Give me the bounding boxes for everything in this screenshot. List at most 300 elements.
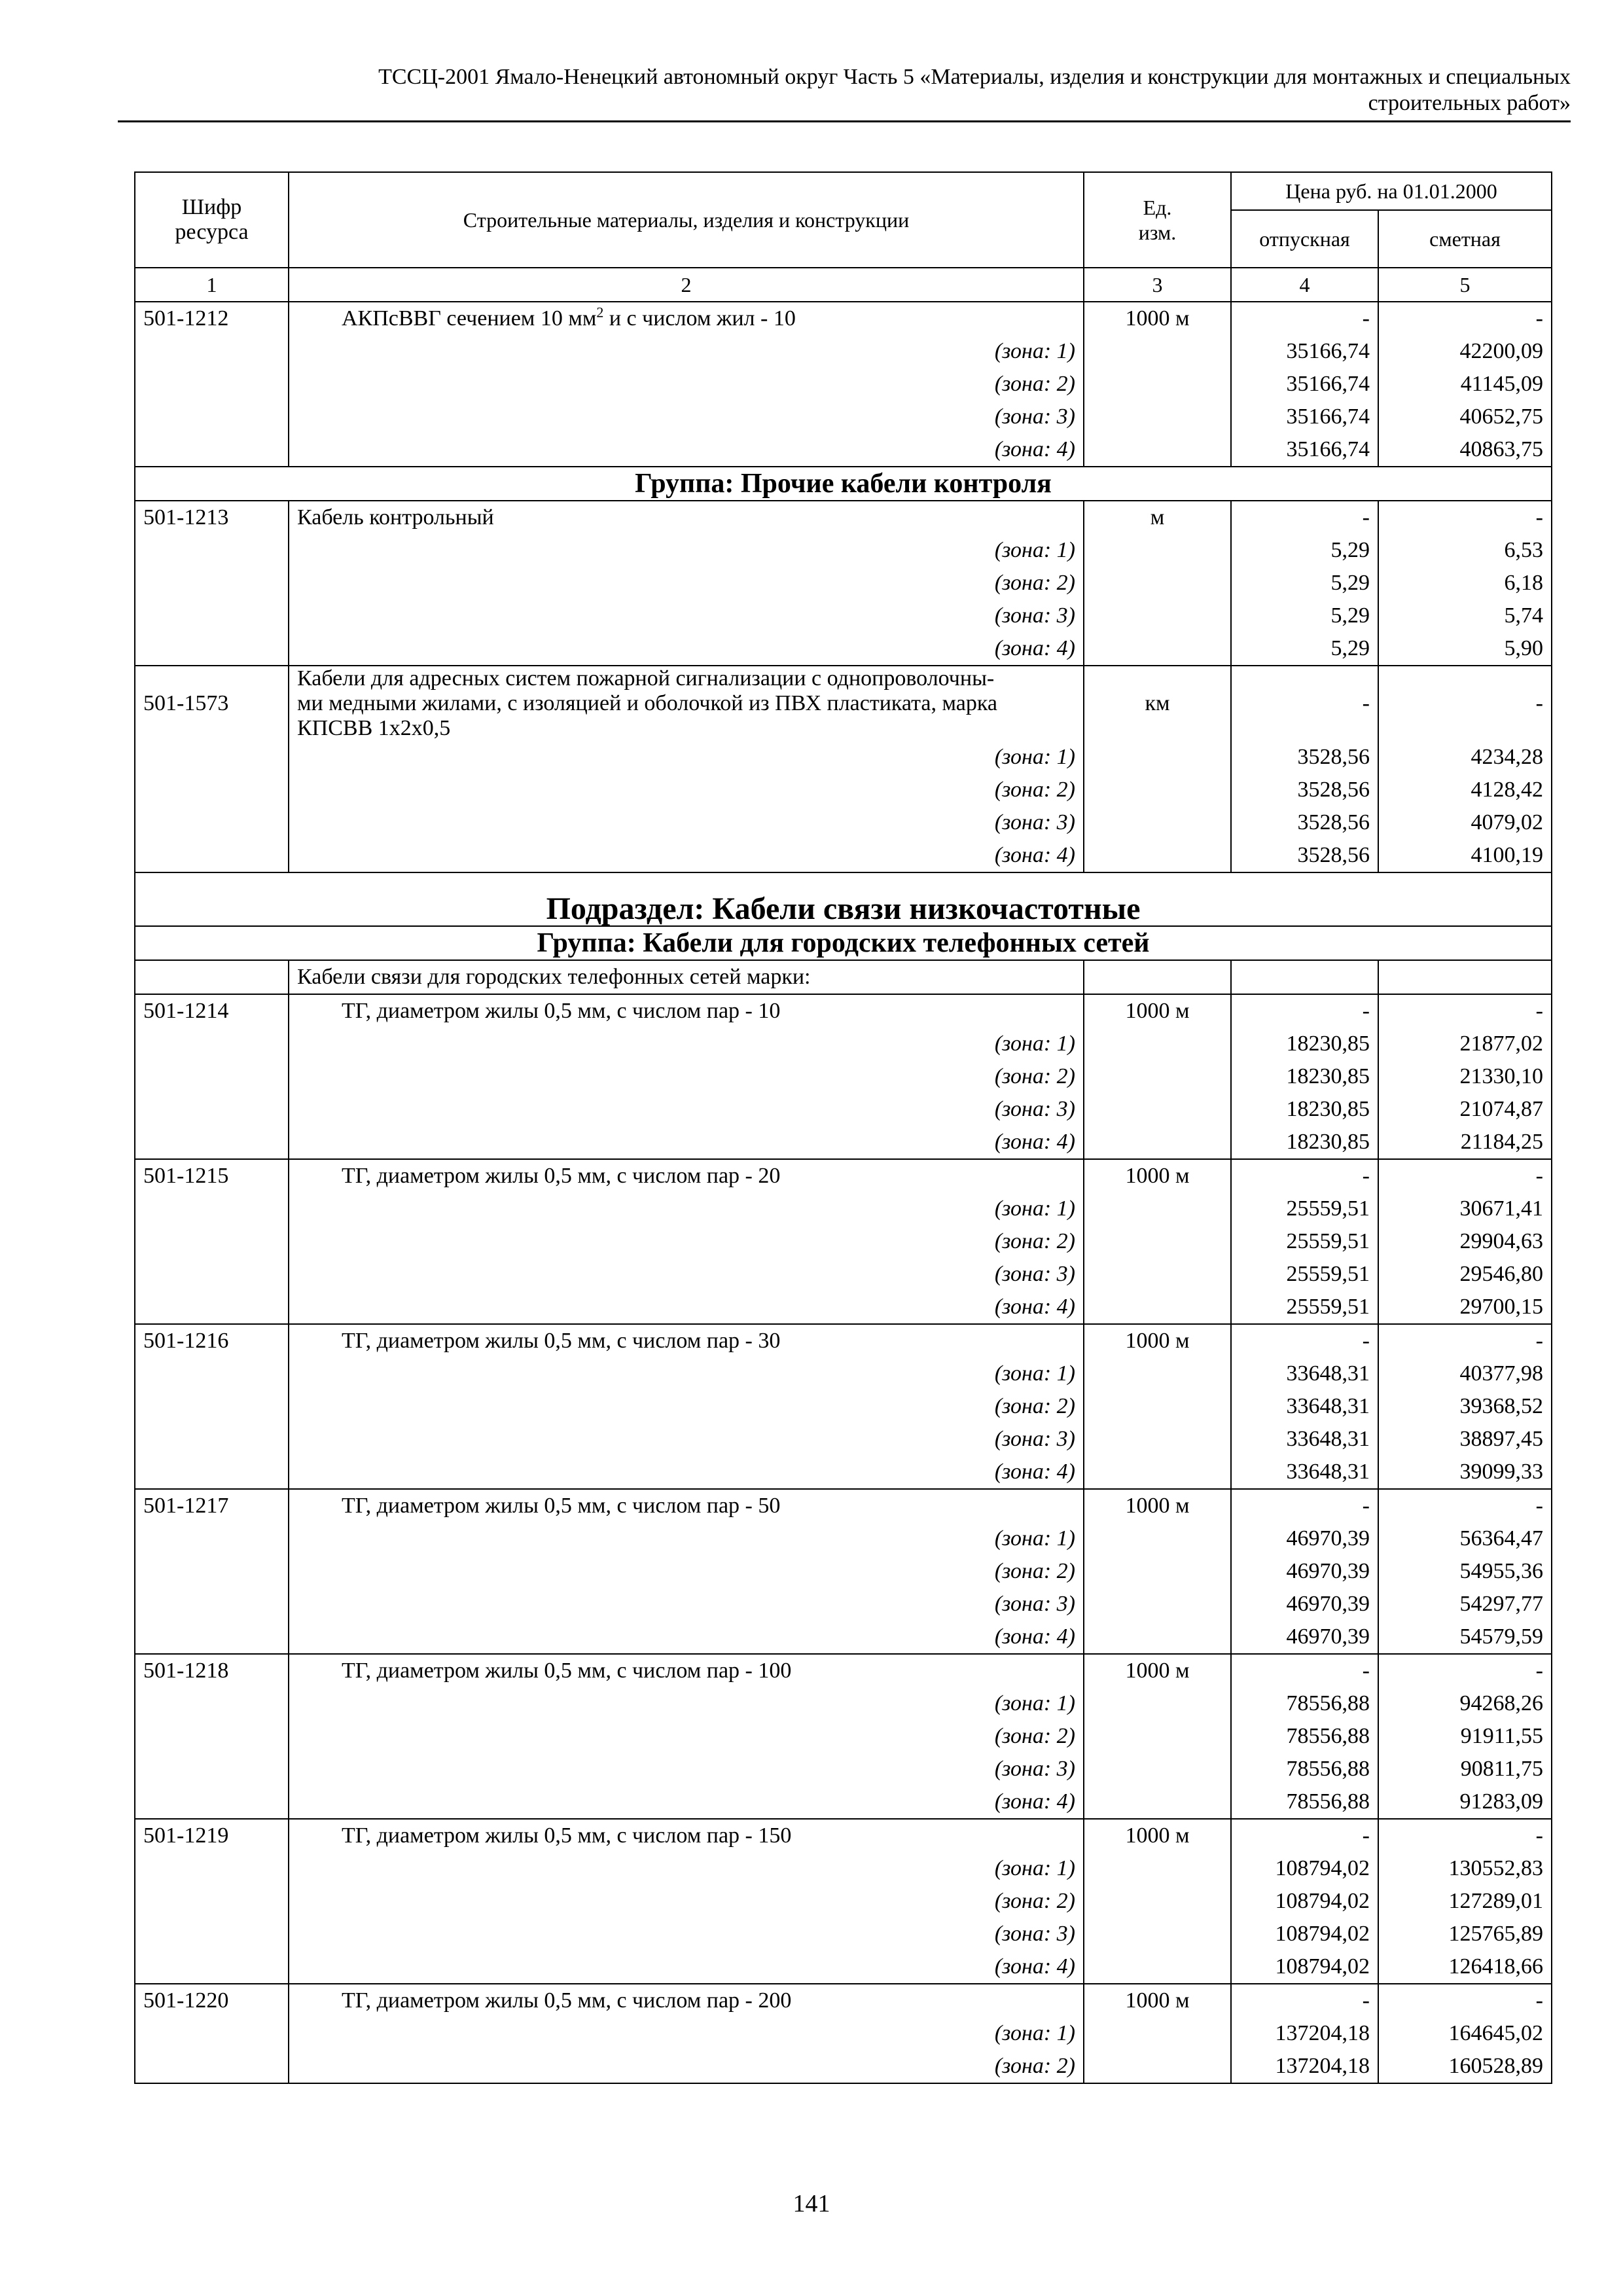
- zone-label: (зона: 3): [289, 1258, 1084, 1291]
- unit-empty: [1084, 1126, 1231, 1159]
- material-name-text: ТГ, диаметром жилы 0,5 мм, с числом пар - 50: [342, 1494, 781, 1518]
- zone-row: [135, 1258, 1552, 1291]
- resource-code-empty: [135, 1060, 289, 1093]
- resource-code: 501-1219: [135, 1819, 289, 1852]
- estimate-price: -: [1378, 1489, 1552, 1522]
- column-number-row: [135, 268, 1552, 302]
- zone-estimate-price: 21330,10: [1378, 1060, 1552, 1093]
- zone-row: [135, 839, 1552, 872]
- unit: 1000 м: [1084, 1489, 1231, 1522]
- unit: км: [1084, 666, 1231, 741]
- zone-estimate-price: 4079,02: [1378, 806, 1552, 839]
- zone-label: (зона: 3): [289, 1423, 1084, 1456]
- zone-row: [135, 1785, 1552, 1819]
- unit: 1000 м: [1084, 1159, 1231, 1193]
- unit: 1000 м: [1084, 1819, 1231, 1852]
- page-header: [118, 64, 1571, 117]
- zone-estimate-price: 54297,77: [1378, 1588, 1552, 1621]
- unit: м: [1084, 501, 1231, 534]
- zone-estimate-price: 4100,19: [1378, 839, 1552, 872]
- table-row: [135, 1324, 1552, 1357]
- estimate-price: -: [1378, 1324, 1552, 1357]
- resource-code-empty: [135, 806, 289, 839]
- resource-code-empty: [135, 1720, 289, 1753]
- zone-label: (зона: 3): [289, 401, 1084, 433]
- resource-code-empty: [135, 567, 289, 600]
- zone-row: [135, 2050, 1552, 2083]
- material-name: [289, 1489, 1084, 1522]
- zone-label: (зона: 2): [289, 567, 1084, 600]
- zone-label: (зона: 4): [289, 1621, 1084, 1654]
- zone-row: [135, 1423, 1552, 1456]
- unit-empty: [1084, 1720, 1231, 1753]
- zone-release-price: 35166,74: [1231, 335, 1378, 368]
- zone-row: [135, 433, 1552, 467]
- material-name-text: ТГ, диаметром жилы 0,5 мм, с числом пар - 20: [342, 1164, 781, 1188]
- resource-code-empty: [135, 1093, 289, 1126]
- resource-code-empty: [135, 1687, 289, 1720]
- zone-release-price: 5,29: [1231, 600, 1378, 632]
- zone-label: (зона: 3): [289, 806, 1084, 839]
- zone-row: [135, 1126, 1552, 1159]
- table-row: [135, 302, 1552, 335]
- release-price: -: [1231, 666, 1378, 741]
- resource-code-empty: [135, 1555, 289, 1588]
- material-name-text: Кабель контрольный: [297, 505, 494, 529]
- resource-code: 501-1214: [135, 994, 289, 1028]
- estimate-price: -: [1378, 1984, 1552, 2017]
- zone-row: [135, 335, 1552, 368]
- zone-estimate-price: 30671,41: [1378, 1193, 1552, 1225]
- zone-row: [135, 1852, 1552, 1885]
- unit-empty: [1084, 1885, 1231, 1918]
- zone-row: [135, 1687, 1552, 1720]
- material-name-line: КПСВВ 1х2х0,5: [297, 716, 451, 740]
- resource-code-empty: [135, 368, 289, 401]
- resource-code: 501-1212: [135, 302, 289, 335]
- unit: 1000 м: [1084, 1654, 1231, 1687]
- zone-label: (зона: 2): [289, 1885, 1084, 1918]
- resource-code: 501-1218: [135, 1654, 289, 1687]
- resource-code-empty: [135, 1950, 289, 1984]
- zone-release-price: 108794,02: [1231, 1950, 1378, 1984]
- zone-label: (зона: 4): [289, 1785, 1084, 1819]
- zone-label: (зона: 1): [289, 741, 1084, 774]
- unit-empty: [1084, 1918, 1231, 1950]
- estimate-price: -: [1378, 1819, 1552, 1852]
- zone-estimate-price: 54579,59: [1378, 1621, 1552, 1654]
- zone-estimate-price: 6,53: [1378, 534, 1552, 567]
- unit-empty: [1084, 741, 1231, 774]
- zone-estimate-price: 54955,36: [1378, 1555, 1552, 1588]
- resource-code-empty: [135, 2017, 289, 2050]
- release-price: -: [1231, 1159, 1378, 1193]
- zone-estimate-price: 127289,01: [1378, 1885, 1552, 1918]
- zone-label: (зона: 1): [289, 1193, 1084, 1225]
- zone-release-price: 46970,39: [1231, 1555, 1378, 1588]
- col-header-release: отпускная: [1231, 210, 1378, 268]
- resource-code-empty: [135, 1785, 289, 1819]
- resource-code-empty: [135, 632, 289, 666]
- zone-label: (зона: 1): [289, 2017, 1084, 2050]
- material-name: [289, 1324, 1084, 1357]
- unit-empty: [1084, 335, 1231, 368]
- table-row: [135, 501, 1552, 534]
- material-name-line: Кабели для адресных систем пожарной сигнализации с однопроволочны-: [297, 666, 995, 691]
- resource-code: 501-1215: [135, 1159, 289, 1193]
- resource-code-empty: [135, 1028, 289, 1060]
- header-line-1: ТССЦ-2001 Ямало-Ненецкий автономный округ Часть 5 «Материалы, изделия и конструкции для монтажных и специальных: [378, 65, 1571, 89]
- price-empty: [1231, 960, 1378, 994]
- table-row: [135, 1489, 1552, 1522]
- zone-release-price: 3528,56: [1231, 806, 1378, 839]
- resource-code: 501-1217: [135, 1489, 289, 1522]
- unit-empty: [1084, 368, 1231, 401]
- zone-estimate-price: 40377,98: [1378, 1357, 1552, 1390]
- zone-label: (зона: 4): [289, 839, 1084, 872]
- zone-row: [135, 1093, 1552, 1126]
- unit: 1000 м: [1084, 1324, 1231, 1357]
- zone-release-price: 35166,74: [1231, 368, 1378, 401]
- zone-release-price: 18230,85: [1231, 1060, 1378, 1093]
- zone-release-price: 137204,18: [1231, 2017, 1378, 2050]
- resource-code-empty: [135, 335, 289, 368]
- material-name: [289, 1654, 1084, 1687]
- zone-row: [135, 534, 1552, 567]
- subsection-heading: Подраздел: Кабели связи низкочастотные: [135, 872, 1552, 926]
- col-header-name: Строительные материалы, изделия и конструкции: [289, 172, 1084, 268]
- zone-row: [135, 1885, 1552, 1918]
- zone-label: (зона: 1): [289, 1687, 1084, 1720]
- unit-empty: [1084, 1225, 1231, 1258]
- zone-label: (зона: 2): [289, 2050, 1084, 2083]
- resource-code-empty: [135, 600, 289, 632]
- material-name: [289, 1159, 1084, 1193]
- zone-release-price: 46970,39: [1231, 1588, 1378, 1621]
- resource-code-empty: [135, 2050, 289, 2083]
- unit-empty: [1084, 632, 1231, 666]
- zone-label: (зона: 1): [289, 1028, 1084, 1060]
- zone-release-price: 108794,02: [1231, 1852, 1378, 1885]
- note-row: [135, 960, 1552, 994]
- header-divider: [118, 120, 1571, 122]
- resource-code-empty: [135, 1193, 289, 1225]
- unit-empty: [1084, 1390, 1231, 1423]
- unit-empty: [1084, 567, 1231, 600]
- zone-row: [135, 1225, 1552, 1258]
- unit-empty: [1084, 1785, 1231, 1819]
- zone-row: [135, 1555, 1552, 1588]
- zone-release-price: 25559,51: [1231, 1225, 1378, 1258]
- zone-release-price: 3528,56: [1231, 839, 1378, 872]
- zone-release-price: 108794,02: [1231, 1885, 1378, 1918]
- column-number: 1: [135, 268, 289, 302]
- group-heading: Группа: Прочие кабели контроля: [135, 467, 1552, 501]
- zone-release-price: 33648,31: [1231, 1456, 1378, 1489]
- zone-release-price: 18230,85: [1231, 1028, 1378, 1060]
- resource-code-empty: [135, 1390, 289, 1423]
- zone-row: [135, 1028, 1552, 1060]
- material-name-text: ТГ, диаметром жилы 0,5 мм, с числом пар - 10: [342, 999, 781, 1023]
- release-price: -: [1231, 302, 1378, 335]
- zone-release-price: 5,29: [1231, 534, 1378, 567]
- table-row: [135, 1819, 1552, 1852]
- zone-label: (зона: 4): [289, 632, 1084, 666]
- table-row: [135, 994, 1552, 1028]
- column-number: 5: [1378, 268, 1552, 302]
- unit-empty: [1084, 1555, 1231, 1588]
- release-price: -: [1231, 994, 1378, 1028]
- zone-row: [135, 1522, 1552, 1555]
- zone-row: [135, 1357, 1552, 1390]
- zone-row: [135, 600, 1552, 632]
- zone-estimate-price: 21877,02: [1378, 1028, 1552, 1060]
- unit: 1000 м: [1084, 302, 1231, 335]
- release-price: -: [1231, 1819, 1378, 1852]
- material-name: [289, 1819, 1084, 1852]
- zone-release-price: 137204,18: [1231, 2050, 1378, 2083]
- zone-estimate-price: 90811,75: [1378, 1753, 1552, 1785]
- unit-empty: [1084, 1291, 1231, 1324]
- unit-empty: [1084, 1028, 1231, 1060]
- zone-estimate-price: 29904,63: [1378, 1225, 1552, 1258]
- zone-label: (зона: 1): [289, 1852, 1084, 1885]
- unit-empty: [1084, 1753, 1231, 1785]
- table-row: [135, 1654, 1552, 1687]
- zone-row: [135, 1753, 1552, 1785]
- resource-code-empty: [135, 1885, 289, 1918]
- zone-estimate-price: 21184,25: [1378, 1126, 1552, 1159]
- zone-release-price: 78556,88: [1231, 1753, 1378, 1785]
- zone-release-price: 25559,51: [1231, 1193, 1378, 1225]
- unit: 1000 м: [1084, 994, 1231, 1028]
- material-name-line: ми медными жилами, с изоляцией и оболочкой из ПВХ пластиката, марка: [297, 691, 997, 715]
- zone-release-price: 18230,85: [1231, 1093, 1378, 1126]
- zone-label: (зона: 3): [289, 1753, 1084, 1785]
- resource-code-empty: [135, 1456, 289, 1489]
- resource-code-empty: [135, 1852, 289, 1885]
- zone-release-price: 3528,56: [1231, 741, 1378, 774]
- resource-code-empty: [135, 1753, 289, 1785]
- estimate-price: -: [1378, 501, 1552, 534]
- zone-estimate-price: 29546,80: [1378, 1258, 1552, 1291]
- zone-row: [135, 401, 1552, 433]
- unit-empty: [1084, 1193, 1231, 1225]
- zone-row: [135, 1588, 1552, 1621]
- resource-code-empty: [135, 1423, 289, 1456]
- zone-release-price: 35166,74: [1231, 401, 1378, 433]
- material-name-text: ТГ, диаметром жилы 0,5 мм, с числом пар - 200: [342, 1988, 792, 2013]
- zone-row: [135, 1621, 1552, 1654]
- material-name: [289, 994, 1084, 1028]
- zone-estimate-price: 91911,55: [1378, 1720, 1552, 1753]
- zone-label: (зона: 1): [289, 335, 1084, 368]
- column-number: 2: [289, 268, 1084, 302]
- zone-label: (зона: 3): [289, 1588, 1084, 1621]
- estimate-price: -: [1378, 302, 1552, 335]
- zone-estimate-price: 164645,02: [1378, 2017, 1552, 2050]
- resource-code-empty: [135, 774, 289, 806]
- zone-label: (зона: 4): [289, 433, 1084, 467]
- unit-empty: [1084, 1687, 1231, 1720]
- unit-empty: [1084, 1950, 1231, 1984]
- zone-estimate-price: 6,18: [1378, 567, 1552, 600]
- resource-code-empty: [135, 839, 289, 872]
- subsection-heading-row: [135, 872, 1552, 926]
- material-name-text: ТГ, диаметром жилы 0,5 мм, с числом пар - 100: [342, 1659, 792, 1683]
- table-row: [135, 1159, 1552, 1193]
- zone-estimate-price: 29700,15: [1378, 1291, 1552, 1324]
- zone-release-price: 33648,31: [1231, 1423, 1378, 1456]
- material-name: [289, 302, 1084, 335]
- page-number: 141: [793, 2190, 830, 2217]
- zone-row: [135, 368, 1552, 401]
- zone-label: (зона: 2): [289, 1225, 1084, 1258]
- zone-estimate-price: 130552,83: [1378, 1852, 1552, 1885]
- zone-release-price: 5,29: [1231, 632, 1378, 666]
- release-price: -: [1231, 1984, 1378, 2017]
- zone-estimate-price: 39099,33: [1378, 1456, 1552, 1489]
- zone-row: [135, 1456, 1552, 1489]
- material-name: [289, 501, 1084, 534]
- zone-label: (зона: 3): [289, 1918, 1084, 1950]
- estimate-price: -: [1378, 994, 1552, 1028]
- zone-release-price: 33648,31: [1231, 1390, 1378, 1423]
- zone-release-price: 25559,51: [1231, 1291, 1378, 1324]
- unit-empty: [1084, 774, 1231, 806]
- table-header-row: [135, 172, 1552, 210]
- zone-row: [135, 1918, 1552, 1950]
- group-note: Кабели связи для городских телефонных сетей марки:: [289, 960, 1084, 994]
- group-heading-row: [135, 467, 1552, 501]
- resource-code-empty: [135, 1126, 289, 1159]
- zone-release-price: 46970,39: [1231, 1522, 1378, 1555]
- resource-code: 501-1573: [135, 666, 289, 741]
- column-number: 4: [1231, 268, 1378, 302]
- zone-estimate-price: 40863,75: [1378, 433, 1552, 467]
- unit-empty: [1084, 433, 1231, 467]
- col-header-code: Шифр ресурса: [135, 172, 289, 268]
- zone-estimate-price: 160528,89: [1378, 2050, 1552, 2083]
- zone-row: [135, 2017, 1552, 2050]
- material-name: [289, 1984, 1084, 2017]
- zone-row: [135, 1291, 1552, 1324]
- zone-label: (зона: 3): [289, 600, 1084, 632]
- unit-empty: [1084, 960, 1231, 994]
- zone-label: (зона: 4): [289, 1126, 1084, 1159]
- zone-estimate-price: 21074,87: [1378, 1093, 1552, 1126]
- material-name: [289, 666, 1084, 741]
- material-name-text: АКПсВВГ сечением 10 мм: [342, 306, 597, 331]
- zone-row: [135, 1193, 1552, 1225]
- unit-empty: [1084, 2017, 1231, 2050]
- resource-code-empty: [135, 534, 289, 567]
- zone-release-price: 78556,88: [1231, 1720, 1378, 1753]
- zone-release-price: 35166,74: [1231, 433, 1378, 467]
- zone-label: (зона: 4): [289, 1456, 1084, 1489]
- unit-empty: [1084, 401, 1231, 433]
- unit-empty: [1084, 1621, 1231, 1654]
- zone-label: (зона: 1): [289, 1522, 1084, 1555]
- resource-code-empty: [135, 1258, 289, 1291]
- zone-estimate-price: 4128,42: [1378, 774, 1552, 806]
- unit-empty: [1084, 2050, 1231, 2083]
- unit-empty: [1084, 1423, 1231, 1456]
- zone-release-price: 108794,02: [1231, 1918, 1378, 1950]
- material-name-text: и с числом жил - 10: [603, 306, 796, 331]
- zone-estimate-price: 125765,89: [1378, 1918, 1552, 1950]
- resource-code-empty: [135, 1621, 289, 1654]
- price-empty: [1378, 960, 1552, 994]
- zone-label: (зона: 3): [289, 1093, 1084, 1126]
- zone-estimate-price: 40652,75: [1378, 401, 1552, 433]
- zone-label: (зона: 2): [289, 368, 1084, 401]
- unit-empty: [1084, 1852, 1231, 1885]
- zone-estimate-price: 42200,09: [1378, 335, 1552, 368]
- zone-row: [135, 806, 1552, 839]
- resource-code-empty: [135, 1291, 289, 1324]
- material-name-text: ТГ, диаметром жилы 0,5 мм, с числом пар - 30: [342, 1329, 781, 1353]
- zone-label: (зона: 2): [289, 1555, 1084, 1588]
- unit-empty: [1084, 1258, 1231, 1291]
- zone-release-price: 33648,31: [1231, 1357, 1378, 1390]
- table-row: [135, 1984, 1552, 2017]
- zone-label: (зона: 2): [289, 1720, 1084, 1753]
- zone-estimate-price: 38897,45: [1378, 1423, 1552, 1456]
- resource-code-empty: [135, 1225, 289, 1258]
- zone-row: [135, 1720, 1552, 1753]
- release-price: -: [1231, 1324, 1378, 1357]
- resource-code: 501-1216: [135, 1324, 289, 1357]
- release-price: -: [1231, 1489, 1378, 1522]
- unit: 1000 м: [1084, 1984, 1231, 2017]
- estimate-price: -: [1378, 666, 1552, 741]
- zone-release-price: 78556,88: [1231, 1785, 1378, 1819]
- release-price: -: [1231, 1654, 1378, 1687]
- zone-estimate-price: 39368,52: [1378, 1390, 1552, 1423]
- resource-code-empty: [135, 960, 289, 994]
- zone-row: [135, 1060, 1552, 1093]
- estimate-price: -: [1378, 1159, 1552, 1193]
- zone-estimate-price: 56364,47: [1378, 1522, 1552, 1555]
- unit-empty: [1084, 1588, 1231, 1621]
- zone-row: [135, 567, 1552, 600]
- zone-row: [135, 774, 1552, 806]
- column-number: 3: [1084, 268, 1231, 302]
- zone-release-price: 18230,85: [1231, 1126, 1378, 1159]
- resource-code-empty: [135, 433, 289, 467]
- table-row: [135, 666, 1552, 741]
- zone-estimate-price: 4234,28: [1378, 741, 1552, 774]
- zone-label: (зона: 2): [289, 774, 1084, 806]
- zone-label: (зона: 1): [289, 1357, 1084, 1390]
- zone-row: [135, 1390, 1552, 1423]
- header-line-2: строительных работ»: [1368, 91, 1571, 115]
- unit-empty: [1084, 1060, 1231, 1093]
- col-header-unit: Ед. изм.: [1084, 172, 1231, 268]
- unit-empty: [1084, 534, 1231, 567]
- resource-code-empty: [135, 401, 289, 433]
- unit-empty: [1084, 1522, 1231, 1555]
- group-heading: Группа: Кабели для городских телефонных сетей: [135, 926, 1552, 960]
- unit-empty: [1084, 839, 1231, 872]
- superscript: 2: [596, 304, 604, 321]
- zone-estimate-price: 94268,26: [1378, 1687, 1552, 1720]
- resource-code-empty: [135, 1522, 289, 1555]
- unit-empty: [1084, 1093, 1231, 1126]
- zone-row: [135, 1950, 1552, 1984]
- zone-estimate-price: 5,90: [1378, 632, 1552, 666]
